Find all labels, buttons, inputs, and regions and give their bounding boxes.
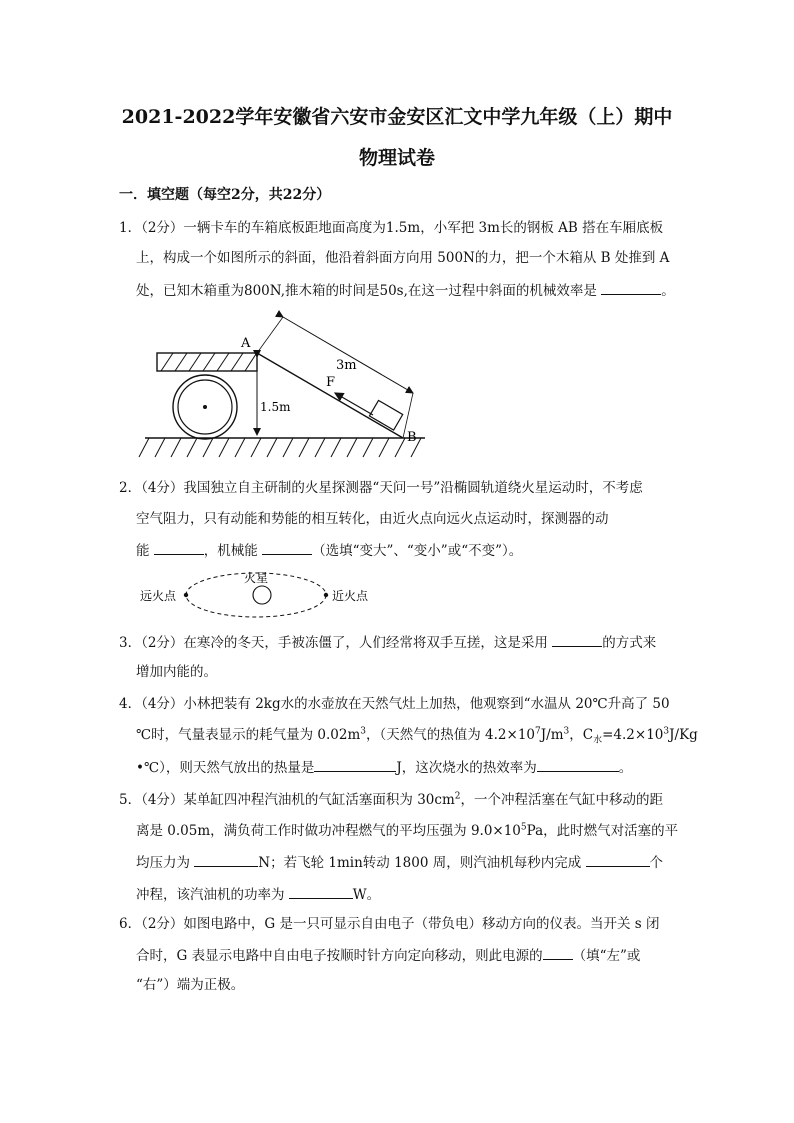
label-a: A — [241, 336, 251, 351]
q2-line1: 2．（4分）我国独立自主研制的火星探测器“天问一号”沿椭圆轨道绕火星运动时，不考虑 — [119, 480, 643, 496]
q5-answer-blank-3[interactable] — [289, 884, 353, 899]
q1-line2: 上，构成一个如图所示的斜面，他沿着斜面方向用 500N的力，把一个木箱从 B 处推到 A — [136, 250, 670, 266]
q1-answer-blank[interactable] — [601, 280, 661, 295]
label-length: 3m — [336, 358, 357, 373]
q6-line1: 6．（2分）如图电路中，G 是一只可显示自由电子（带负电）移动方向的仪表。当开关 s 闭 — [119, 916, 660, 932]
label-f: F — [326, 375, 336, 390]
q5-answer-blank-2[interactable] — [586, 852, 650, 867]
q4-answer-blank-2[interactable] — [537, 757, 619, 772]
section-heading: 一．填空题（每空2分，共22分） — [119, 187, 331, 203]
q4-answer-blank-1[interactable] — [314, 757, 396, 772]
q4-line1: 4．（4分）小林把装有 2kg水的水壶放在天然气灶上加热，他观察到“水温从 20℃升高了 50 — [119, 696, 670, 712]
q6-line3: “右”）端为正极。 — [136, 977, 245, 993]
label-far-point: 远火点 — [140, 589, 177, 603]
label-mars: 火星 — [244, 571, 269, 585]
label-b: B — [407, 430, 417, 445]
q6-answer-blank[interactable] — [543, 945, 573, 960]
q3-line1: 3．（2分）在寒冷的冬天，手被冻僵了，人们经常将双手互搓，这是采用 的方式来 — [119, 632, 656, 653]
q3-line2: 增加内能的。 — [136, 664, 217, 680]
page-title-line2: 物理试卷 — [358, 147, 435, 169]
q1-line3: 处，已知木箱重为800N,推木箱的时间是50s,在这一过程中斜面的机械效率是 。 — [136, 280, 675, 301]
label-height: 1.5m — [260, 400, 291, 414]
q2-answer-blank-2[interactable] — [262, 540, 312, 555]
page-title-line1: 2021-2022学年安徽省六安市金安区汇文中学九年级（上）期中 — [121, 106, 673, 128]
q5-answer-blank-1[interactable] — [194, 852, 258, 867]
q5-line1: 5．（4分）某单缸四冲程汽油机的气缸活塞面积为 $30cm^2$，一个冲程活塞在气缸中移动的距 — [119, 791, 663, 808]
q1-line1: 1．（2分）一辆卡车的车箱底板距地面高度为1.5m，小军把 3m长的钢板 AB 搭在车厢底板 — [119, 220, 664, 236]
mars-orbit-figure — [136, 565, 369, 625]
q6-line2: 合时，G 表显示电路中自由电子按顺时针方向定向移动，则此电源的 （填“左”或 — [136, 945, 640, 966]
q4-line3: •℃），则天然气放出的热量是 J，这次烧水的热效率为 。 — [136, 757, 632, 778]
q5-line2: 离是 0.05m，满负荷工作时做功冲程燃气的平均压强为 $9.0\times 10^5Pa$，此时燃气对活塞的平 — [136, 822, 679, 839]
q4-line2: ℃时，气量表显示的耗气量为 $0.02m^3$，（天然气的热值为 $4.2\times 10^7J/m^3$，$C_水=4.2\times 10^3J/Kg$ — [136, 726, 698, 746]
q3-answer-blank[interactable] — [552, 632, 602, 647]
q2-line2: 空气阻力，只有动能和势能的相互转化，由近火点向远火点运动时，探测器的动 — [136, 511, 609, 527]
q2-answer-blank-1[interactable] — [154, 540, 204, 555]
label-near-point: 近火点 — [332, 589, 369, 603]
q5-line3: 均压力为 N；若飞轮 1min转动 1800 周，则汽油机每秒内完成 个 — [136, 852, 663, 873]
q2-line3: 能 ，机械能 （选填“变大”、“变小”或“不变”）。 — [136, 540, 522, 561]
incline-figure — [135, 305, 435, 465]
q5-line4: 冲程，该汽油机的功率为 W。 — [136, 884, 380, 905]
